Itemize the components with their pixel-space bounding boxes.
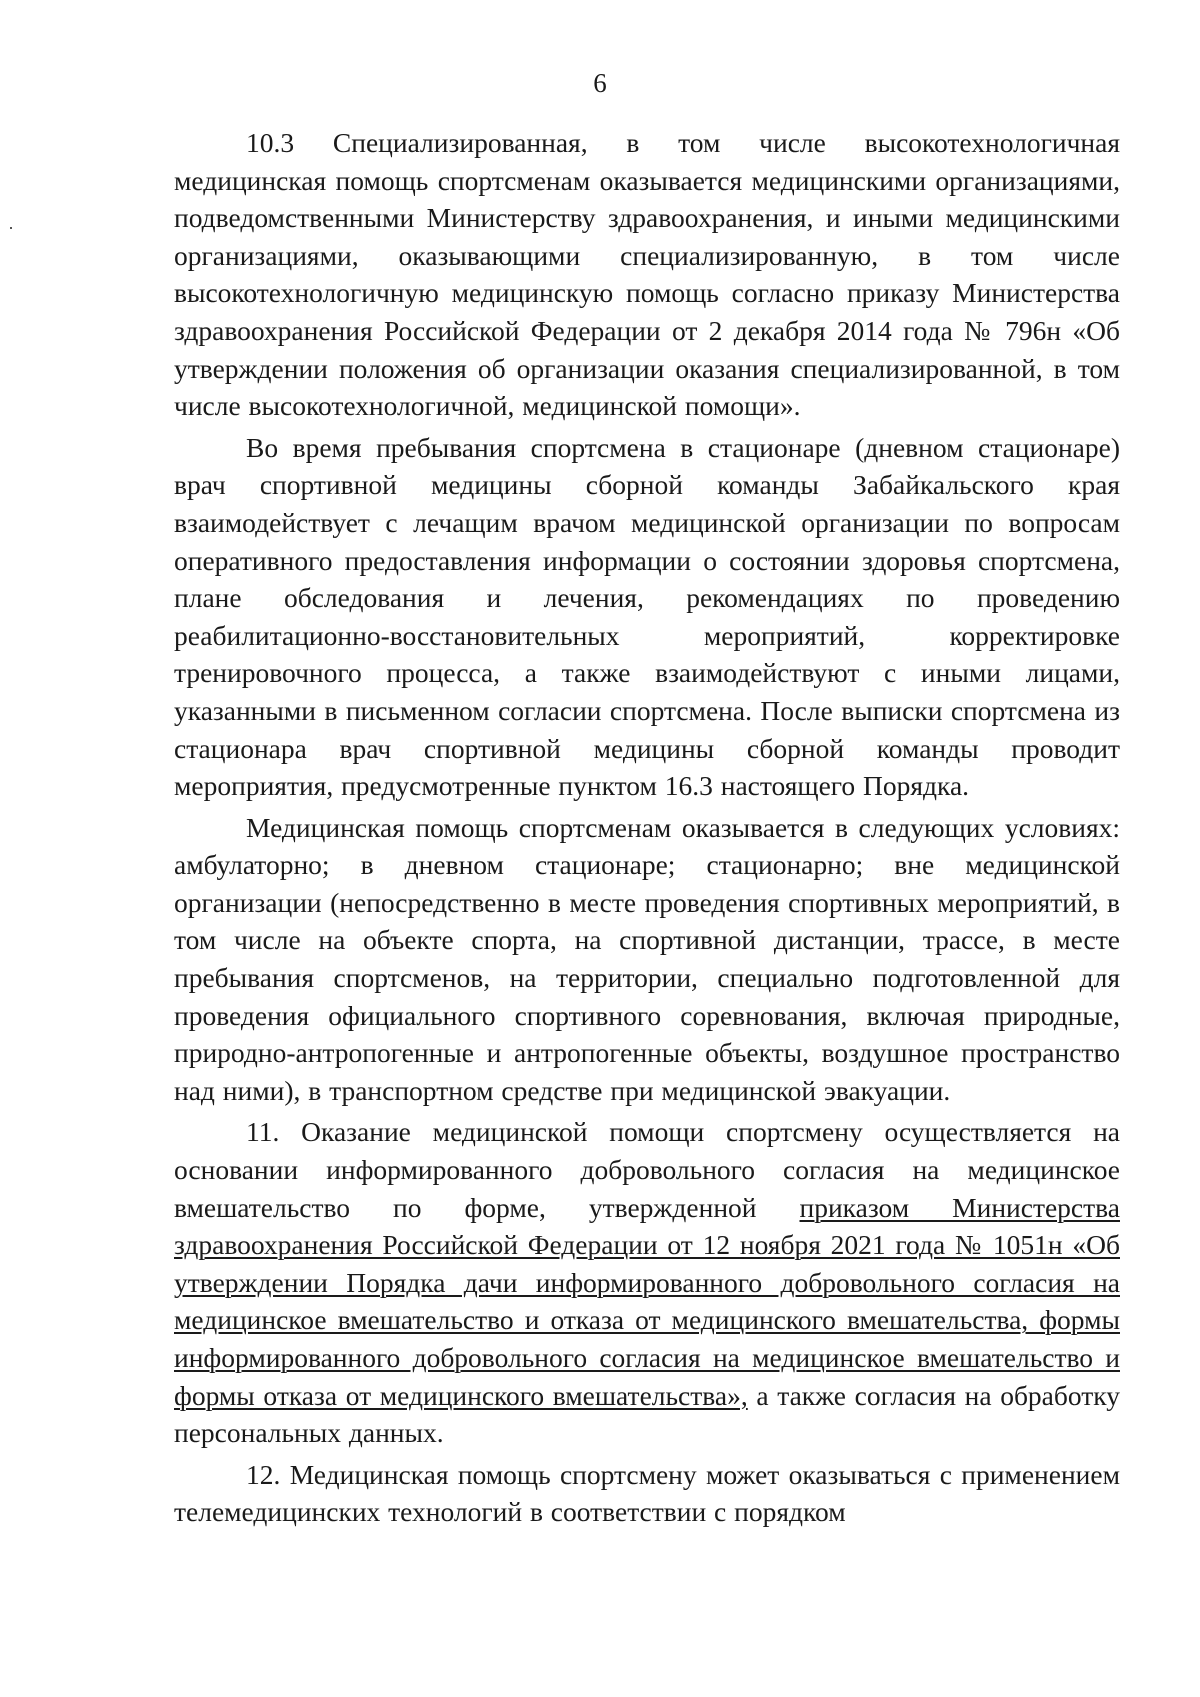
paragraph-care-conditions: Медицинская помощь спортсменам оказывается в следующих условиях: амбулаторно; в дневном стационаре; стационарно; вне медицинской организации (непосредственно в месте проведения спортивных мероприятий, в том числе на объекте спорта, на спортивной дистанции, трассе, в месте пребывания спортсменов, на территории, специально подготовленной для проведения официального спортивного соревнования, включая природные, природно-антропогенные и антропогенные объекты, воздушное пространство над ними), в транспортном средстве при медицинской эвакуации. — [174, 811, 1120, 1106]
paragraph-10-3: 10.3 Специализированная, в том числе высокотехнологичная медицинская помощь спортсменам оказывается медицинскими организациями, подведомственными Министерству здравоохранения, и иными медицинскими организациями, оказывающими специализированную, в том числе высокотехнологичную медицинскую помощь согласно приказу Министерства здравоохранения Российской Федерации от 2 декабря 2014 года № 796н «Об утверждении положения об организации оказания специализированной, в том числе высокотехнологичной, медицинской помощи». — [174, 127, 1120, 422]
paragraph-12: 12. Медицинская помощь спортсмену может оказываться с применением телемедицинских технологий в соответствии с порядком — [174, 1458, 1120, 1528]
page-number: 6 — [593, 68, 607, 98]
paragraph-11-tail: а также согласия на обработку персональных данных. — [174, 1379, 1121, 1449]
order-1051n-link[interactable]: приказом Министерства здравоохранения Российской Федерации от 12 ноября 2021 года № 1051н «Об утверждении Порядка дачи информированного добровольного согласия на медицинское вмешательство и отказа от медицинского вмешательства, формы информированного добровольного согласия на медицинское вмешательство и формы отказа от медицинского вмешательства», — [174, 1191, 1120, 1411]
scan-speck — [10, 227, 12, 229]
paragraph-hospital-stay: Во время пребывания спортсмена в стационаре (дневном стационаре) врач спортивной медицины сборной команды Забайкальского края взаимодействует с лечащим врачом медицинской организации по вопросам оперативного предоставления информации о состоянии здоровья спортсмена, плане обследования и лечения, рекомендациях по проведению реабилитационно-восстановительных мероприятий, корректировке тренировочного процесса, а также взаимодействуют с иными лицами, указанными в письменном согласии спортсмена. После выписки спортсмена из стационара врач спортивной медицины сборной команды проводит мероприятия, предусмотренные пунктом 16.3 настоящего Порядка. — [174, 431, 1120, 802]
paragraph-11 — [174, 1113, 1120, 1451]
document-body — [174, 124, 1120, 1535]
paragraph-11-intro: 11. Оказание медицинской помощи спортсмену осуществляется на основании информированного добровольного согласия на медицинское вмешательство по форме, утвержденной — [174, 1116, 1120, 1223]
